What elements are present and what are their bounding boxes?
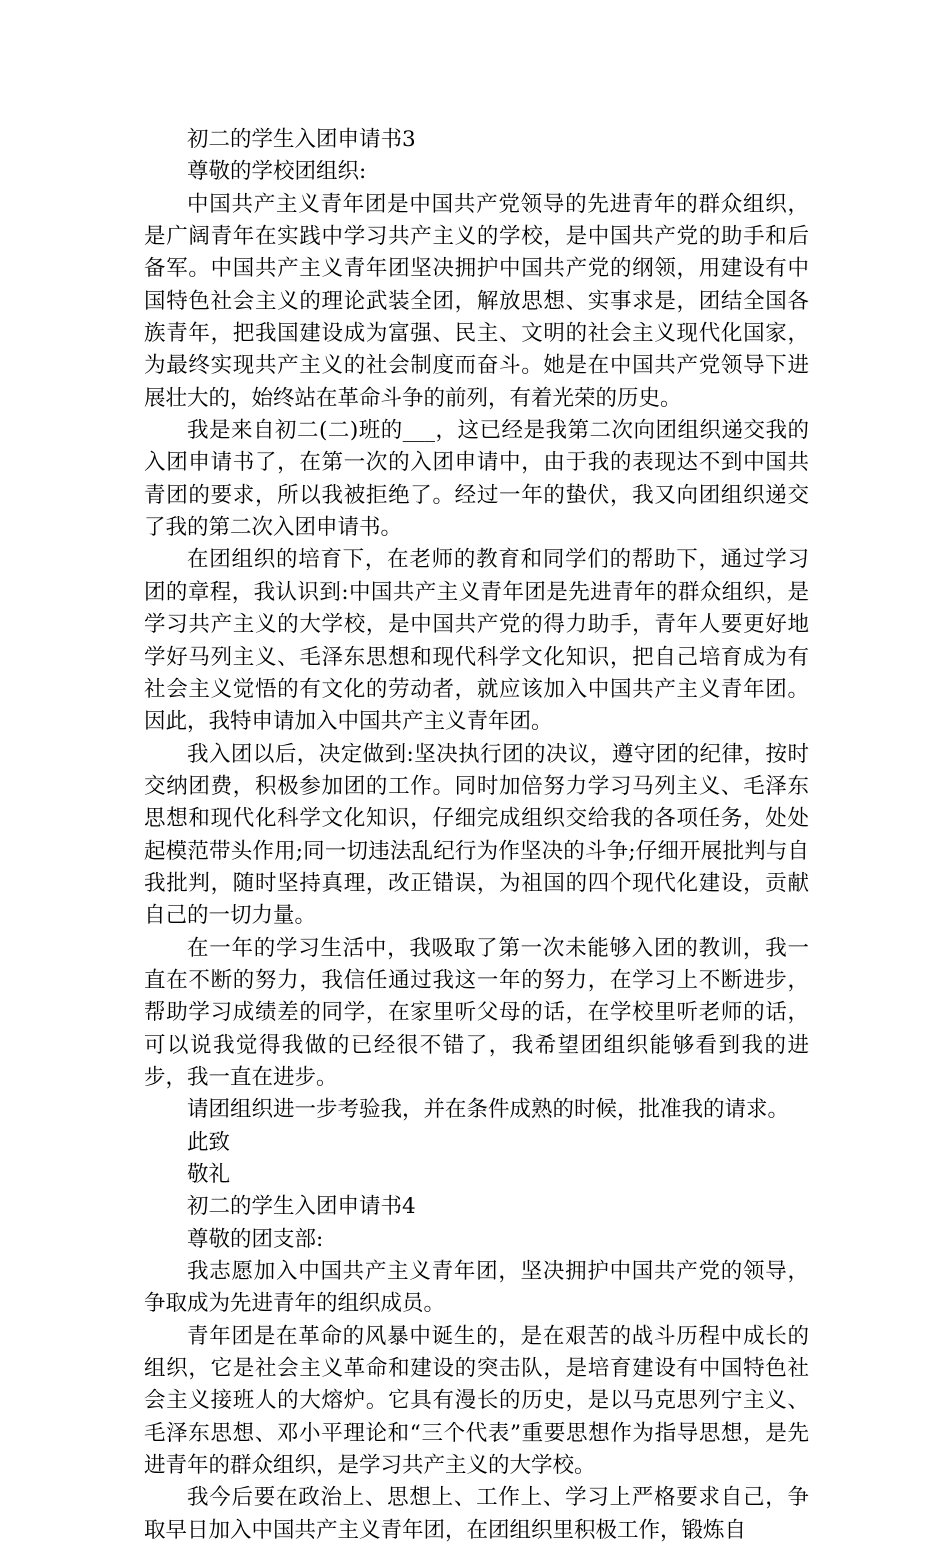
document-body: [144, 124, 809, 1547]
closing-request-3: 请团组织进一步考验我，并在条件成熟的时候，批准我的请求。: [187, 1097, 790, 1123]
para-3-5: 在一年的学习生活中，我吸取了第一次未能够入团的教训，我一直在不断的努力，我信任通过我这一年的努力，在学习上不断进步，帮助学习成绩差的同学，在家里听父母的话，在学校里听老师的话，可以说我觉得我做的已经很不错了，我希望团组织能够看到我的进步，我一直在进步。: [144, 935, 809, 1090]
closing-jingli-3: 敬礼: [187, 1162, 231, 1187]
para-3-4: 我入团以后，决定做到:坚决执行团的决议，遵守团的纪律，按时交纳团费，积极参加团的工作。同时加倍努力学习马列主义、毛泽东思想和现代化科学文化知识，仔细完成组织交给我的各项任务，处处起模范带头作用;同一切违法乱纪行为作坚决的斗争;仔细开展批判与自我批判，随时坚持真理，改正错误，为祖国的四个现代化建设，贡献自己的一切力量。: [144, 741, 809, 929]
heading-4: 初二的学生入团申请书4: [187, 1194, 416, 1220]
closing-cizhi-3: 此致: [187, 1129, 231, 1155]
para-3-2: 我是来自初二(二)班的___，这已经是我第二次向团组织递交我的入团申请书了，在第一次的入团申请中，由于我的表现达不到中国共青团的要求，所以我被拒绝了。经过一年的蛰伏，我又向团组织递交了我的第二次入团申请书。: [144, 418, 809, 541]
para-3-3: 在团组织的培育下，在老师的教育和同学们的帮助下，通过学习团的章程，我认识到:中国共产主义青年团是先进青年的群众组织，是学习共产主义的大学校，是中国共产党的得力助手，青年人要更好地学好马列主义、毛泽东思想和现代科学文化知识，把自己培育成为有社会主义觉悟的有文化的劳动者，就应该加入中国共产主义青年团。因此，我特申请加入中国共产主义青年团。: [144, 547, 809, 735]
heading-3: 初二的学生入团申请书3: [187, 127, 416, 152]
para-3-1: 中国共产主义青年团是中国共产党领导的先进青年的群众组织，是广阔青年在实践中学习共产主义的学校，是中国共产党的助手和后备军。中国共产主义青年团坚决拥护中国共产党的纲领，用建设有中国特色社会主义的理论武装全团，解放思想、实事求是，团结全国各族青年，把我国建设成为富强、民主、文明的社会主义现代化国家，为最终实现共产主义的社会制度而奋斗。她是在中国共产党领导下进展壮大的，始终站在革命斗争的前列，有着光荣的历史。: [144, 191, 809, 411]
salutation-4: 尊敬的团支部:: [187, 1226, 324, 1252]
para-4-3: 我今后要在政治上、思想上、工作上、学习上严格要求自己，争取早日加入中国共产主义青年团，在团组织里积极工作，锻炼自: [144, 1485, 809, 1543]
salutation-3: 尊敬的学校团组织:: [187, 159, 367, 185]
para-4-2: 青年团是在革命的风暴中诞生的，是在艰苦的战斗历程中成长的组织，它是社会主义革命和建设的突击队，是培育建设有中国特色社会主义接班人的大熔炉。它具有漫长的历史，是以马克思列宁主义、毛泽东思想、邓小平理论和“三个代表”重要思想作为指导思想，是先进青年的群众组织，是学习共产主义的大学校。: [144, 1323, 809, 1479]
para-4-1: 我志愿加入中国共产主义青年团，坚决拥护中国共产党的领导，争取成为先进青年的组织成员。: [144, 1259, 809, 1317]
